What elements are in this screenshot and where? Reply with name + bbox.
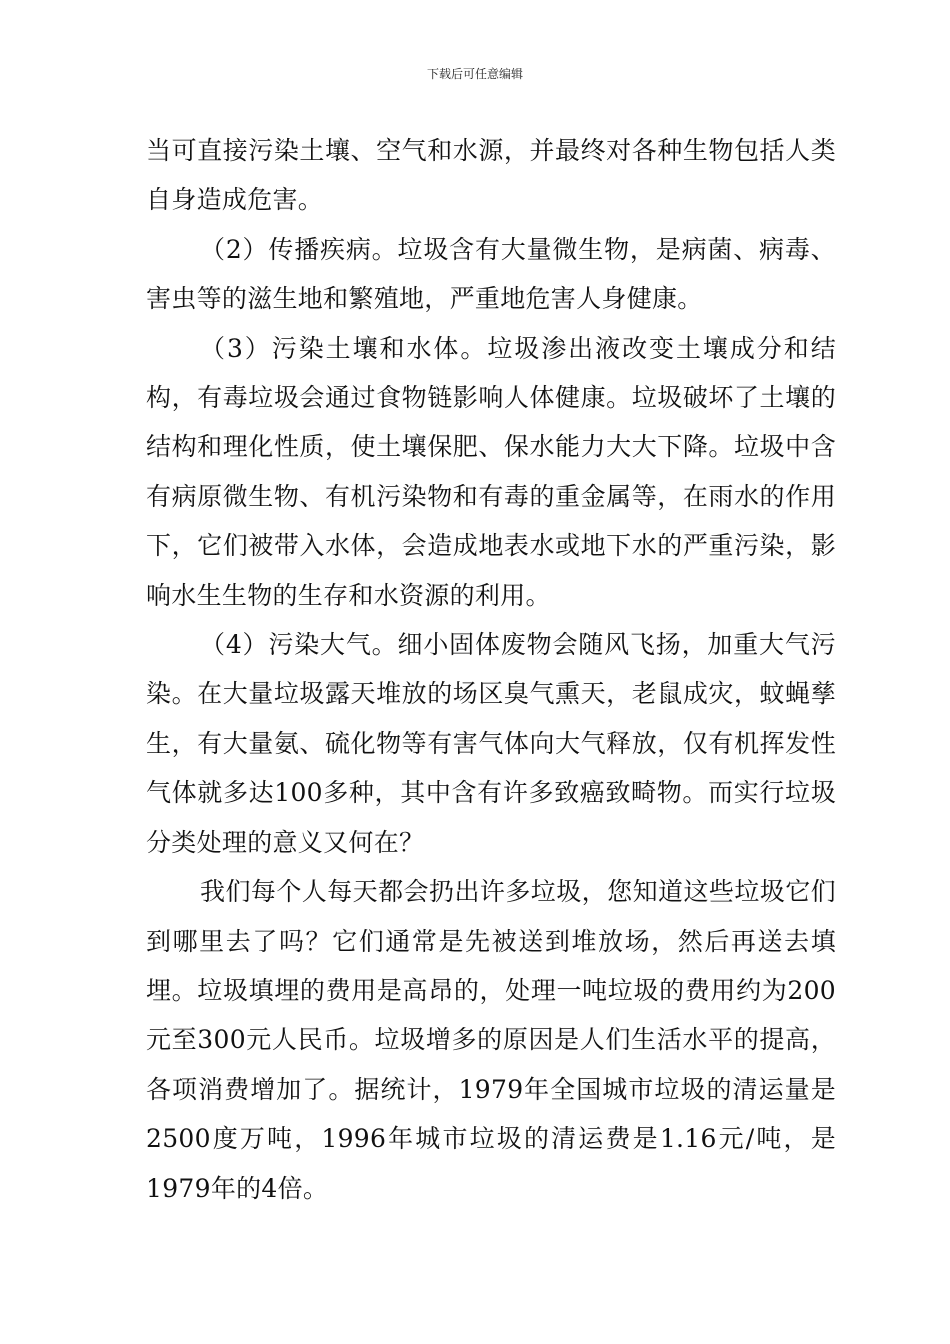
page-header: 下载后可任意编辑 bbox=[426, 67, 523, 81]
document-body bbox=[146, 126, 836, 1213]
paragraph-2: （2）传播疾病。垃圾含有大量微生物，是病菌、病毒、害虫等的滋生地和繁殖地，严重地危害人身健康。 bbox=[146, 234, 836, 314]
paragraph-5: 我们每个人每天都会扔出许多垃圾，您知道这些垃圾它们到哪里去了吗？它们通常是先被送到堆放场，然后再送去填埋。垃圾填埋的费用是高昂的，处理一吨垃圾的费用约为200元至300元人民币。垃圾增多的原因是人们生活水平的提高，各项消费增加了。据统计，1979年全国城市垃圾的清运量是2500度万吨，1996年城市垃圾的清运费是1.16元/吨，是1979年的4倍。 bbox=[146, 877, 836, 1203]
paragraph-1: 当可直接污染土壤、空气和水源，并最终对各种生物包括人类自身造成危害。 bbox=[146, 136, 836, 215]
paragraph-3: （3）污染土壤和水体。垃圾渗出液改变土壤成分和结构，有毒垃圾会通过食物链影响人体健康。垃圾破坏了土壤的结构和理化性质，使土壤保肥、保水能力大大下降。垃圾中含有病原微生物、有机污染物和有毒的重金属等，在雨水的作用下，它们被带入水体，会造成地表水或地下水的严重污染，影响水生生物的生存和水资源的利用。 bbox=[146, 333, 836, 610]
paragraph-4: （4）污染大气。细小固体废物会随风飞扬，加重大气污染。在大量垃圾露天堆放的场区臭气熏天，老鼠成灾，蚊蝇孳生，有大量氨、硫化物等有害气体向大气释放，仅有机挥发性气体就多达100多种，其中含有许多致癌致畸物。而实行垃圾分类处理的意义又何在？ bbox=[146, 630, 836, 857]
